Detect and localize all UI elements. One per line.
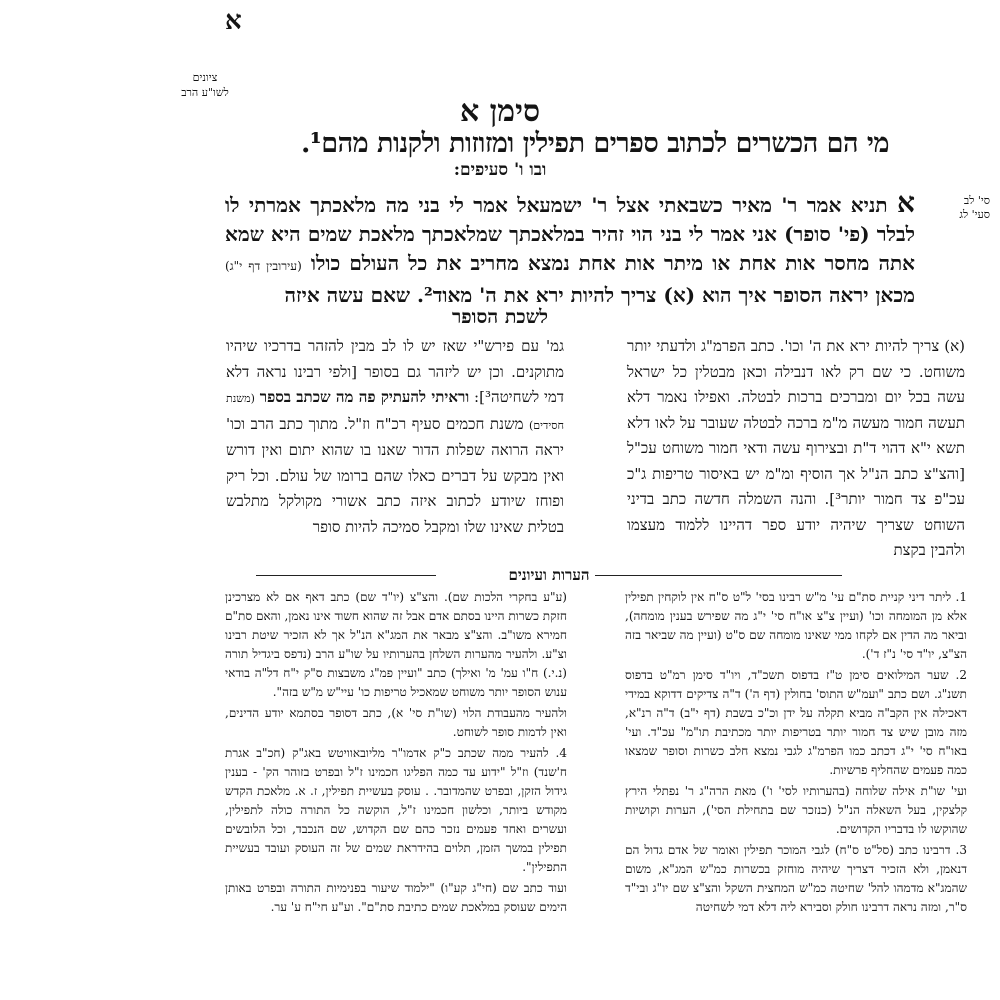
commentary-left-text: גמ' עם פירש"י שאז יש לו לב מבין להזהר בדרכיו שיהיו מתוקנים. וכן יש ליזהר גם בסופר [ולפי רבינו נראה דלא דמי לשחיטה³]: — [226, 337, 564, 406]
main-margin-ref: סי' לב — [963, 194, 990, 207]
note-paragraph: 3. דרבינו כתב (סל"ט ס"ח) לגבי המוכר תפילין ואומר של אדם גדול הם דנאמן, ולא הזכיר דצריך שיהיה מוחזק בכשרות כמ"ש המג"א, משום שהמג"א מדמהו להל' שחיטה כמ"ש המחצית השקל והצ"צ שם יו"ג ובי"ד ס"ר, ומזה נראה דרבינו חולק וסבירא ליה דלא דמי לשחיטה — [625, 843, 967, 914]
main-text — [225, 188, 915, 310]
notes-left-column — [225, 588, 567, 919]
margin-label-line: ציונים — [192, 71, 218, 84]
main-margin-ref: סעי' לג — [959, 208, 990, 221]
main-first-letter: א — [897, 186, 915, 219]
chapter-title: מי הם הכשרים לכתוב ספרים תפילין ומזוזות ולקנות מהם¹. — [301, 128, 889, 159]
note-paragraph: (ע"ע בחקרי הלכות שם). והצ"צ (יו"ד שם) כתב דאף אם לא מצרכינן חזקת כשרות היינו בסתם אדם אבל זה שהוא חשוד אינו נאמן, והאם סת"ם חמירא משו"ב. והצ"צ מבאר את המג"א הנ"ל אך לא הזכיר שיטת רבינו וצ"ע. ולהעיר מהערות השלחן בהערותיו על שו"ע הרב (נדפס ביגדיל תורה (נ.י.) ח"ו עמ' מ' ואילך) כתב "ועיין פמ"ג משבצות ס"ק י"ח דל"ה בודאי ענוש הסופר יותר משוחט שמאכיל טריפות כו' עיי"ש מ"ש בזה". — [225, 590, 567, 699]
commentary-title: לשכת הסופר — [451, 306, 549, 328]
note-paragraph: ועוד כתב שם (חי"ג קע"ו) "ילמוד שיעור בפנימיות התורה ובפרט באותן הימים שעוסק במלאכת שמים כתיבת סת"ם". וע"ע חי"ח ע' ער. — [225, 881, 567, 914]
margin-label — [160, 70, 250, 100]
note-paragraph: 2. שער המילואים סימן ט"ז בדפוס תשכ"ד, ויו"ד סימן רמ"ט בדפוס תשנ"ג. ושם כתב "ועמ"ש התוס' בחולין (דף ה') ד"ה צדיקים דדוקא במידי דאכילה אין הקב"ה מביא תקלה על ידן וכ"כ בשבת (דף י"ב) ד"ה רנ"א, מזה מובן שיש צד חמור יותר בטריפות יותר מכתיבת תו"מ" עכ"ד. ועי' באו"ח סי' י"ג דכתב כמו הפרמ"ג לגבי נמצא חלב כשרות וסופר שמצאו כמה פעמים שהחליף פרשיות. — [625, 668, 967, 777]
notes-title-text: הערות ועיונים — [503, 566, 596, 584]
note-paragraph: ועי' שו"ת אילה שלוחה (בהערותיו לסי' ו') מאת הרה"ג ר' נפתלי הירץ קלצקין, בעל השאלה הנ"ל (כנזכר שם בתחילת הסי'), הערות וקושיות שהוקשו לו בדבריו הקדושים. — [625, 784, 967, 836]
main-margin-refs — [920, 194, 990, 222]
main-text-part: תניא אמר ר' מאיר כשבאתי אצל ר' ישמעאל אמר לי בני מה מלאכתך אמרתי לו לבלר (פי' סופר) אני אמר לי בני הוי זהיר במלאכתך שמלאכתך מלאכת שמים היא שמא אתה מחסר אות אחת או מיתר אות אחת נמצא מחריב את כל העולם כולו — [225, 193, 916, 275]
chapter-subtitle: ובו ו' סעיפים: — [453, 160, 547, 180]
main-source-ref: (עירובין דף י"ג) — [225, 259, 302, 273]
note-paragraph: ולהעיר מהעבודת הלוי (שו"ת סי' א), כתב דסופר בסתמא יודע הדינים, ואין לדמות סופר לשוחט. — [225, 706, 567, 739]
siman-heading: סימן א — [459, 94, 541, 129]
main-text-part: מכאן יראה הסופר איך הוא (א) צריך להיות ירא את ה' מאוד². שאם עשה איזה — [284, 283, 915, 307]
note-paragraph: 4. להעיר ממה שכתב כ"ק אדמו"ר מליובאוויטש באג"ק (חכ"ב אגרת ח'שנד) וז"ל "ידוע עד כמה הפליגו חכמינו ז"ל ובפרט בזוהר הק' - בענין גידול הזקן, ובפרט שהמדובר. . עוסק בעשיית תפילין, ז. א. מלאכת הקדש מקודש ביותר, וכלשון חכמינו ז"ל, הוקשה כל התורה כולה לתפילין, ועשרים ואחד פעמים נזכר כהם שם הקדוש, שם הנכבד, וכל הלובשים תפילין במשך הזמן, תלוים בהידראת שמים של זה העוסק ועובד בעשיית התפילין". — [225, 746, 567, 874]
page-letter: א — [225, 6, 242, 36]
note-paragraph: 1. ליתר דיני קניית סת"ם עי' מ"ש רבינו בסי' ל"ט ס"ח אין לוקחין תפילין אלא מן המומחה וכו' (ועיין צ"צ או"ח סי' י"ג מה שפירש בענין מומחה), וביאר מה הדין אם לקחו ממי שאינו מומחה שם ס"ט (ועיין מה שביאר בזה הצ"צ, יו"ד סי' נ"ז ד'). — [625, 590, 967, 661]
commentary-left-small: (משנת חסידים) — [226, 392, 564, 432]
commentary-right-column: (א) צריך להיות ירא את ה' וכו'. כתב הפרמ"ג ולדעתי יותר משוחט. כי שם רק לאו דנבילה וכאן מבטלין כל ישראל עשה בכל יום ומברכים ברכות לבטלה. ואפילו נאמר דלא תעשה חמור מעשה מ"מ ברכה לבטלה שעובר על לאו דלא תשא י"א דהוי ד"ת ובצירוף עשה ודאי חמור משוחט עכ"ל [והצ"צ כתב הנ"ל אך הוסיף ומ"מ יש באיסור טריפות ג"כ עכ"פ צד חמור יותר³]. והנה השמלה חדשה כתב בדיני השוחט שצריך שיהיה יודע ספר דהיינו ללמוד מעצמו ולהבין בקצת — [627, 337, 966, 559]
notes-title — [256, 566, 842, 585]
margin-label-line: לשו"ע הרב — [181, 86, 229, 99]
commentary-left-column — [226, 334, 564, 540]
commentary-left-text: משנת חכמים סעיף רכ"ח וז"ל. מתוך כתב הרב וכו' יראה הרואה שפלות הדור שאנו בו שהוא יתום ואין דורש ואין מבקש על דברים כאלו שהם ברומו של עולם. וכל ריק ופוחז שיודע לכתוב איזה כתב אשורי מקולקל מתלבש בטלית שאינו שלו ומקבל סמיכה להיות סופר — [226, 414, 564, 536]
notes-right-column — [625, 588, 967, 919]
commentary-left-text: וראיתי להעתיק פה מה שכתב בספר — [259, 388, 470, 406]
